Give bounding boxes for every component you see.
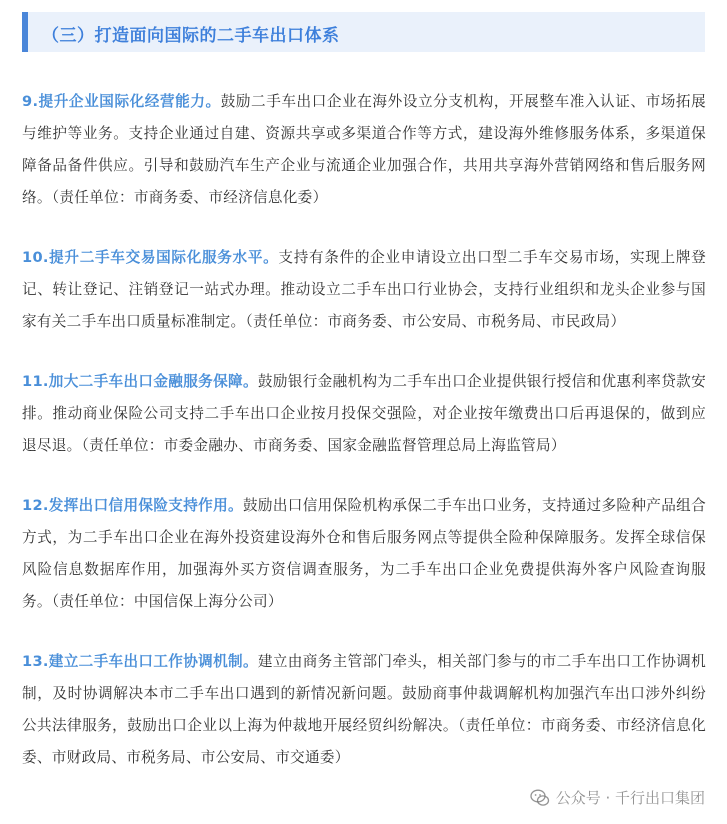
policy-item-text: 支持有条件的企业申请设立出口型二手车交易市场，实现上牌登记、转让登记、注销登记一站式办理。推动设立二手车出口行业协会，支持行业组织和龙头企业参与国家有关二手车出口质量标准制定。（责任单位：市商务委、市公安局、市税务局、市民政局） (22, 249, 706, 330)
policy-item-heading: 12.发挥出口信用保险支持作用。 (22, 497, 243, 514)
policy-item-text: 鼓励银行金融机构为二手车出口企业提供银行授信和优惠利率贷款安排。推动商业保险公司支持二手车出口企业按月投保交强险，对企业按年缴费出口后再退保的，做到应退尽退。（责任单位：市委金融办、市商务委、国家金融监督管理总局上海监管局） (22, 373, 706, 454)
policy-item-text: 鼓励二手车出口企业在海外设立分支机构，开展整车准入认证、市场拓展与维护等业务。支持企业通过自建、资源共享或多渠道合作等方式，建设海外维修服务体系，多渠道保障备品备件供应。引导和鼓励汽车生产企业与流通企业加强合作，共用共享海外营销网络和售后服务网络。（责任单位：市商务委、市经济信息化委） (22, 93, 706, 206)
policy-item-heading: 11.加大二手车出口金融服务保障。 (22, 373, 258, 390)
policy-item (22, 86, 706, 214)
policy-item-text: 建立由商务主管部门牵头，相关部门参与的市二手车出口工作协调机制，及时协调解决本市二手车出口遇到的新情况新问题。鼓励商事仲裁调解机构加强汽车出口涉外纠纷公共法律服务，鼓励出口企业以上海为仲裁地开展经贸纠纷解决。（责任单位：市商务委、市经济信息化委、市财政局、市税务局、市公安局、市交通委） (22, 653, 706, 766)
policy-item-heading: 9.提升企业国际化经营能力。 (22, 93, 221, 110)
section-title: （三）打造面向国际的二手车出口体系 (42, 26, 340, 46)
policy-item (22, 366, 706, 462)
policy-item-heading: 10.提升二手车交易国际化服务水平。 (22, 249, 279, 266)
watermark (530, 787, 705, 808)
wechat-icon (530, 788, 550, 808)
policy-item-text: 鼓励出口信用保险机构承保二手车出口业务，支持通过多险种产品组合方式，为二手车出口企业在海外投资建设海外仓和售后服务网点等提供全险种保障服务。发挥全球信保风险信息数据库作用，加强海外买方资信调查服务，为二手车出口企业免费提供海外客户风险查询服务。（责任单位：中国信保上海分公司） (22, 497, 706, 610)
policy-item (22, 490, 706, 618)
policy-item-list (22, 86, 706, 802)
watermark-text: 公众号 · 千行出口集团 (555, 789, 705, 807)
section-header (22, 12, 705, 52)
policy-item (22, 646, 706, 774)
policy-item (22, 242, 706, 338)
policy-item-heading: 13.建立二手车出口工作协调机制。 (22, 653, 258, 670)
